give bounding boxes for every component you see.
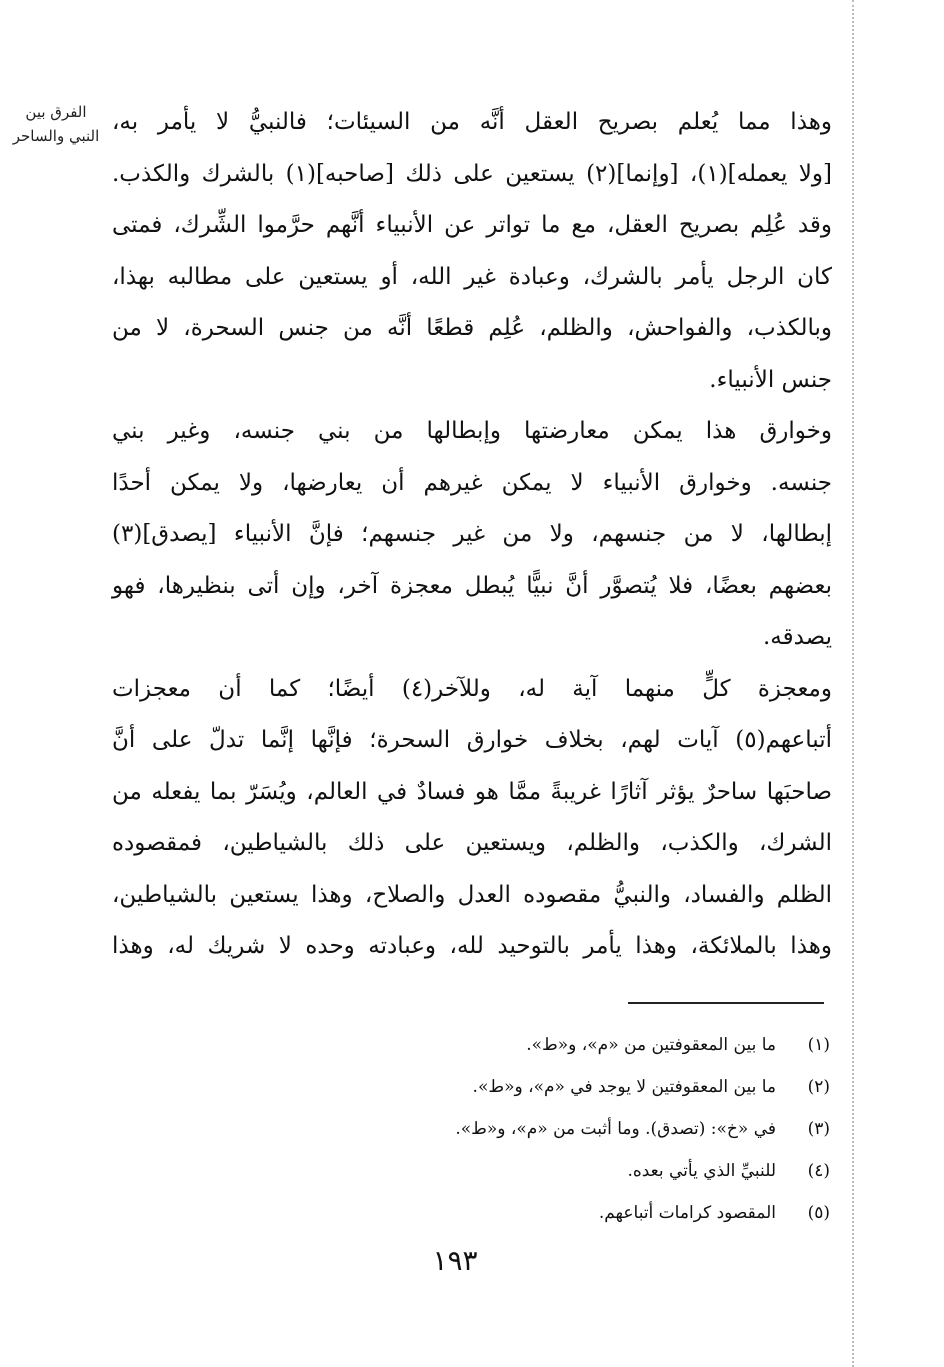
footnote-text: في «خ»: (تصدق). وما أثبت من «م»، و«ط». [455, 1119, 776, 1139]
text-line-15: الشرك، والكذب، والظلم، ويستعين على ذلك بالشياطين، فمقصوده [112, 830, 832, 856]
footnote-text: ما بين المعقوفتين لا يوجد في «م»، و«ط». [472, 1077, 776, 1097]
footnote-number: (٢) [807, 1077, 830, 1097]
text-line-14: صاحبَها ساحرٌ يؤثر آثارًا غريبةً ممَّا هو فسادٌ في العالم، ويُسَرّ بما يفعله من [112, 778, 832, 805]
text-line-7: وخوارق هذا يمكن معارضتها وإبطالها من بني جنسه، وغير بني [112, 418, 832, 444]
text-line-6: جنس الأنبياء. [709, 366, 832, 393]
footnote-number: (٣) [807, 1119, 830, 1139]
footnote-4 [120, 1150, 830, 1192]
text-line-11: يصدقه. [762, 624, 832, 650]
footnote-text: ما بين المعقوفتين من «م»، و«ط». [526, 1035, 776, 1055]
footnote-number: (٥) [807, 1203, 830, 1223]
footnote-text: للنبيِّ الذي يأتي بعده. [627, 1161, 776, 1181]
footnote-3 [120, 1108, 830, 1150]
text-line-17: وهذا بالملائكة، وهذا يأمر بالتوحيد لله، وعبادته وحده لا شريك له، وهذا [112, 933, 832, 959]
side-note-line-1: الفرق بين [25, 103, 87, 121]
text-line-9: إبطالها، لا من جنسهم، ولا من غير جنسهم؛ فإنَّ الأنبياء [يصدق](٣) [112, 521, 832, 547]
footnotes [120, 1024, 830, 1234]
footnote-number: (٤) [807, 1161, 830, 1181]
footnote-separator [628, 1002, 824, 1004]
footnote-number: (١) [807, 1035, 830, 1055]
footnote-5 [120, 1192, 830, 1234]
footnote-2 [120, 1066, 830, 1108]
body-text [112, 97, 832, 973]
text-line-8: جنسه. وخوارق الأنبياء لا يمكن غيرهم أن يعارضها، ولا يمكن أحدًا [112, 469, 832, 496]
text-line-4: كان الرجل يأمر بالشرك، وعبادة غير الله، أو يستعين على مطالبه بهذا، [112, 263, 832, 290]
text-line-10: بعضهم بعضًا، فلا يُتصوَّر أنَّ نبيًّا يُبطل معجزة آخر، وإن أتى بنظيرها، فهو [112, 572, 832, 599]
text-line-5: وبالكذب، والفواحش، والظلم، عُلِم قطعًا أنَّه من جنس السحرة، لا من [112, 315, 832, 341]
side-note-line-2: النبي والساحر [12, 127, 100, 145]
footnote-1 [120, 1024, 830, 1066]
text-line-2: [ولا يعمله](١)، [وإنما](٢) يستعين على ذلك [صاحبه](١) بالشرك والكذب. [112, 160, 832, 187]
text-line-1: وهذا مما يُعلم بصريح العقل أنَّه من السيئات؛ فالنبيُّ لا يأمر به، [112, 109, 832, 135]
footnote-text: المقصود كرامات أتباعهم. [598, 1203, 776, 1223]
text-line-16: الظلم والفساد، والنبيُّ مقصوده العدل والصلاح، وهذا يستعين بالشياطين، [112, 881, 832, 908]
side-note [6, 100, 106, 148]
text-line-12: ومعجزة كلٍّ منهما آية له، وللآخر(٤) أيضًا؛ كما أن معجزات [112, 675, 832, 702]
margin-dotted-line [852, 0, 854, 1367]
text-line-3: وقد عُلِم بصريح العقل، مع ما تواتر عن الأنبياء أنَّهم حرَّموا الشِّرك، فمتى [112, 212, 832, 238]
text-line-13: أتباعهم(٥) آيات لهم، بخلاف خوارق السحرة؛ فإنَّها إنَّما تدلّ على أنَّ [112, 727, 832, 753]
page-number: ١٩٣ [432, 1244, 478, 1277]
